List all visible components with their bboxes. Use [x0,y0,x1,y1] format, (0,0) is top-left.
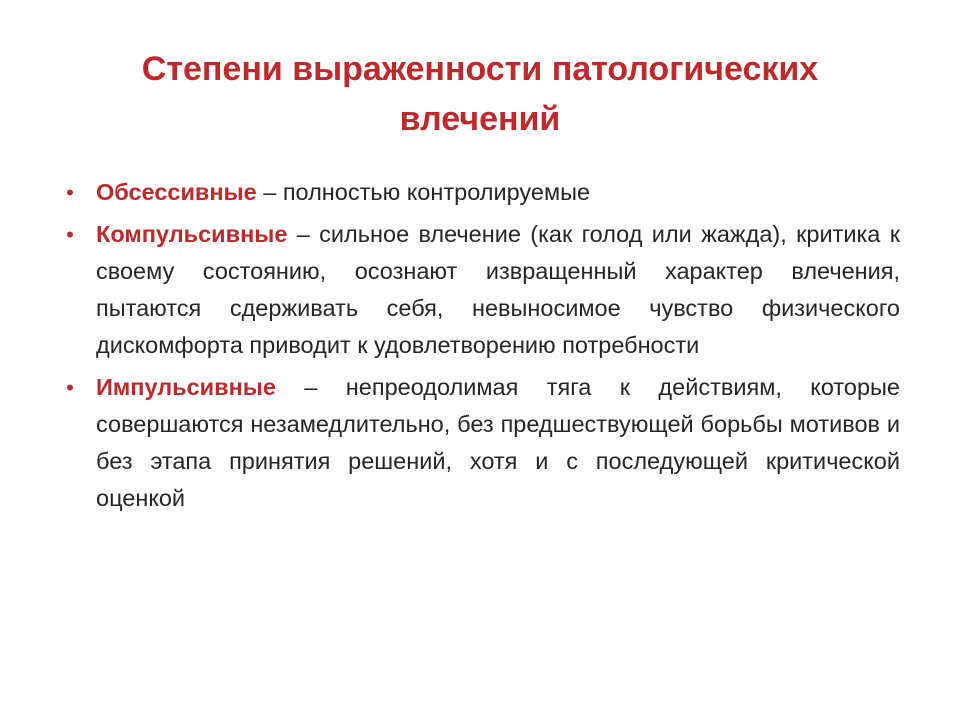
list-item-impulsive [60,369,900,517]
bullet-text: – непреодолимая тяга к действиям, которые совершаются незамедлительно, без предшествующей борьбы мотивов и без этапа принятия решений, хотя и с последующей критической оценкой [96,374,900,511]
bullet-icon: • [66,222,74,247]
bullet-icon: • [66,180,74,205]
list-item-obsessive [60,174,900,211]
bullet-term: Импульсивные [96,374,276,400]
slide-title: Степени выраженности патологических влечений [141,50,819,138]
bullet-term: Компульсивные [96,221,288,247]
bullet-term: Обсессивные [96,179,257,205]
list-item-compulsive [60,216,900,364]
bullet-icon: • [66,375,74,400]
bullet-text: – полностью контролируемые [256,179,591,205]
bullet-list [60,174,900,522]
bullet-text: – сильное влечение (как голод или жажда), критика к своему состоянию, осознают извращенный характер влечения, пытаются сдерживать себя, невыносимое чувство физического дискомфорта приводит к удовлетворению потребности [96,221,900,358]
